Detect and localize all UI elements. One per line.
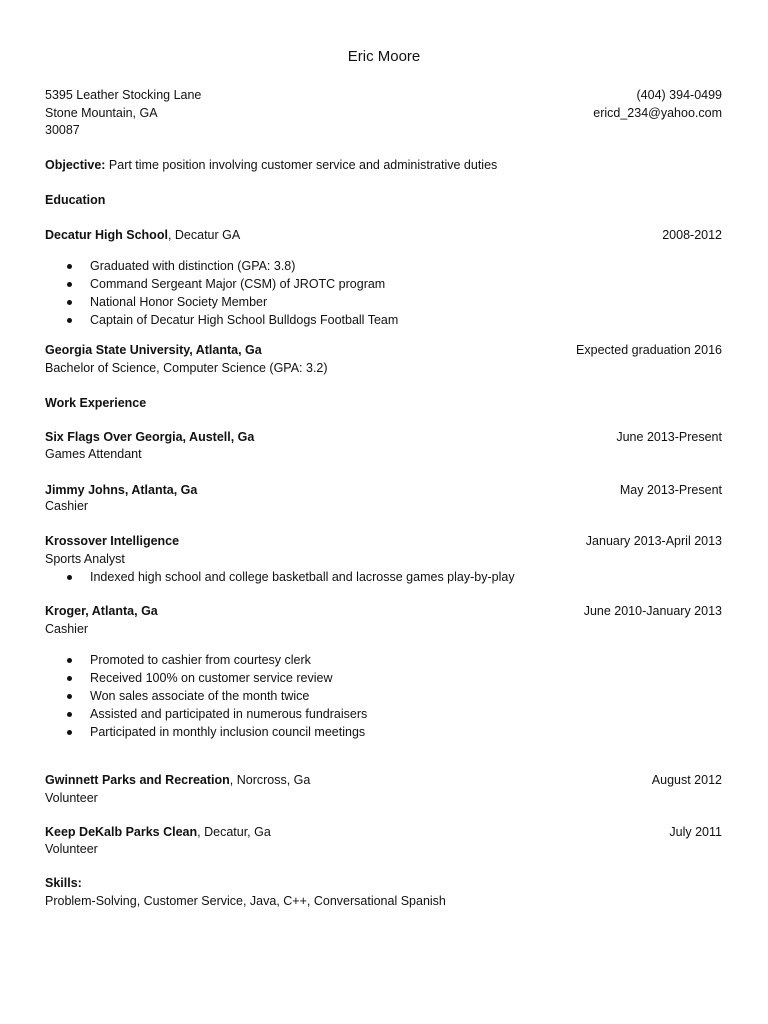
work-employer-5: Gwinnett Parks and Recreation — [45, 773, 230, 787]
zip: 30087 — [45, 123, 80, 137]
list-item: Participated in monthly inclusion council meetings — [45, 723, 367, 741]
list-item: Won sales associate of the month twice — [45, 687, 367, 705]
contact-row-1 — [45, 88, 722, 106]
work-role-5: Volunteer — [45, 791, 98, 805]
work-entry-5-header — [45, 773, 722, 791]
objective-text: Part time position involving customer service and administrative duties — [105, 158, 498, 172]
work-dates-1: June 2013-Present — [616, 430, 722, 444]
resume-name: Eric Moore — [347, 48, 421, 65]
objective-label: Objective: — [45, 158, 106, 172]
edu-dates-1: 2008-2012 — [662, 228, 722, 242]
work-4-bullets — [45, 651, 367, 741]
work-dates-2: May 2013-Present — [619, 483, 722, 497]
list-item: Indexed high school and college basketball and lacrosse games play-by-play — [45, 568, 515, 586]
work-role-1: Games Attendant — [45, 447, 142, 461]
edu-1-bullets — [45, 257, 398, 329]
work-role-2: Cashier — [45, 499, 89, 513]
contact-row-2 — [45, 106, 722, 124]
list-item: Command Sergeant Major (CSM) of JROTC program — [45, 275, 398, 293]
work-role-3: Sports Analyst — [45, 552, 125, 566]
work-3-bullets — [45, 568, 515, 586]
list-item: National Honor Society Member — [45, 293, 398, 311]
work-dates-3: January 2013-April 2013 — [585, 534, 722, 548]
work-dates-6: July 2011 — [669, 825, 722, 839]
edu-entry-1-header — [45, 228, 722, 246]
work-entry-3-header — [45, 534, 722, 552]
list-item: Received 100% on customer service review — [45, 669, 367, 687]
edu-entry-2-header — [45, 343, 722, 361]
edu-school-1: Decatur High School — [45, 228, 168, 242]
work-employer-4: Kroger, Atlanta, Ga — [45, 604, 158, 618]
list-item: Promoted to cashier from courtesy clerk — [45, 651, 367, 669]
objective — [45, 158, 497, 172]
work-entry-1-header — [45, 430, 722, 448]
work-location-6: , Decatur, Ga — [197, 825, 271, 839]
work-dates-4: June 2010-January 2013 — [583, 604, 722, 618]
work-employer-3: Krossover Intelligence — [45, 534, 180, 548]
work-employer-6: Keep DeKalb Parks Clean — [45, 825, 198, 839]
phone: (404) 394-0499 — [636, 88, 722, 102]
education-heading: Education — [45, 193, 106, 207]
list-item: Assisted and participated in numerous fundraisers — [45, 705, 367, 723]
email: ericd_234@yahoo.com — [593, 106, 722, 120]
address-line2: Stone Mountain, GA — [45, 106, 158, 120]
edu-school-2: Georgia State University, Atlanta, Ga — [45, 343, 262, 357]
work-entry-2-header — [45, 483, 722, 501]
skills-text: Problem-Solving, Customer Service, Java, C++, Conversational Spanish — [45, 894, 446, 908]
edu-location-1: , Decatur GA — [167, 228, 241, 242]
list-item: Captain of Decatur High School Bulldogs Football Team — [45, 311, 398, 329]
work-dates-5: August 2012 — [651, 773, 722, 787]
work-employer-2: Jimmy Johns, Atlanta, Ga — [45, 483, 198, 497]
address-line1: 5395 Leather Stocking Lane — [45, 88, 202, 102]
work-role-6: Volunteer — [45, 842, 98, 856]
work-location-5: , Norcross, Ga — [229, 773, 311, 787]
list-item: Graduated with distinction (GPA: 3.8) — [45, 257, 398, 275]
work-employer-1: Six Flags Over Georgia, Austell, Ga — [45, 430, 255, 444]
edu-dates-2: Expected graduation 2016 — [576, 343, 722, 357]
work-role-4: Cashier — [45, 622, 89, 636]
work-heading: Work Experience — [45, 396, 147, 410]
work-entry-6-header — [45, 825, 722, 843]
work-entry-4-header — [45, 604, 722, 622]
skills-heading: Skills: — [45, 876, 82, 890]
edu-degree-2: Bachelor of Science, Computer Science (GPA: 3.2) — [45, 361, 328, 375]
